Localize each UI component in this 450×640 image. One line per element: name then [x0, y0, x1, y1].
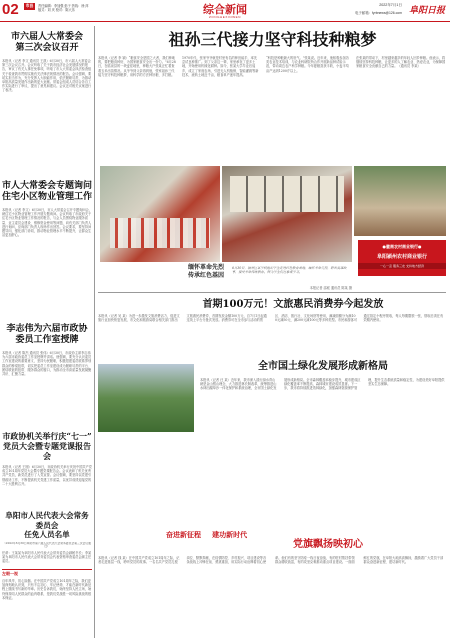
section-title: 综合新闻 — [203, 3, 247, 16]
feature-headline: 祖孙三代接力坚守科技种粮梦 — [168, 30, 377, 49]
photo-caption: 缅怀革命先烈 传承红色基因 — [187, 264, 224, 279]
left-column — [2, 26, 92, 638]
feature-body-1: 本报讯（记者 李 颖）“粮食安全是国之大者，我们种地的，要把粮食种好，为国家粮食安全出一份力。”6月28日，在临泉县的一块麦茬地里，种粮大户张某正忙着查看玉米出苗情况。从爷爷到父亲再到他，张家祖孙三代接力坚守科技种粮梦，用科学的方法种好粮、多打粮。 — [98, 56, 176, 77]
column-divider — [94, 26, 95, 638]
section-pinyin: ZONGHEXINWEN — [208, 15, 242, 19]
feature-photo-portrait — [354, 166, 446, 236]
greening-headline: 全市国土绿化发展形成新格局 — [258, 361, 388, 372]
photo-credit: 本报记者 邵庭 通讯员 陈某 摄 — [309, 286, 352, 290]
ad-bank-group: ●徽商农村商业银行● — [382, 244, 422, 249]
headline-npc-session: 市六届人大常委会 第三次会议召开 — [10, 32, 83, 53]
page-number: 02 — [2, 1, 19, 18]
body-party-meeting: 本报讯（记者 王刚）6月30日，市政协机关举行庆祝中国共产党成立101周年党员大会暨专题党课报告会。会议表彰了机关优秀共产党员，新党员进行了入党宣誓。会议强调，要坚持以党建引领政协工作，不断提高机关党建工作质量，以优异成绩迎接党的二十大胜利召开。 — [2, 465, 92, 486]
body-npc-session: 本报讯（记者 李文 通讯员 王凯）6月30日，市六届人大常委会第三次会议召开。会议听取了关于我市经济社会发展情况的报告，审议了有关人事任免事项，听取了市人大常委会执法检查组关于检查我市贯彻实施有关法律法规情况的报告。会议强调，要切实担当作为，充分发挥人大职能作用，依法履职尽责，为推动阜阳高质量发展作出新的更大贡献。常委会组成人员结合各自工作实际进行了审议，提出了意见和建议。会议还对相关议案进行了表决。 — [2, 59, 92, 93]
photo-description: 6月30日，颍州区某学校组织学生走进红色教育基地，缅怀革命先烈，聆听英雄故事，接受革命传统教育。图为学生们在参观学习。 — [232, 266, 347, 275]
body-property-inquiry: 本报讯（记者 李文）6月30日，市人大常委会召开专题询问会，就住宅小区物业管理工作开展专题询问。会议听取了市政府关于住宅小区物业管理工作情况的报告，与会人员围绕物业服务质量、业主委员会建设、维修资金使用等问题，向有关部门负责人进行询问，应询部门负责人现场作出回答。会议要求，要坚持问题导向，强化部门协同，推动物业管理水平不断提升，让群众生活更加舒心。 — [2, 208, 92, 238]
paper-logo: 阜阳日报 — [408, 6, 445, 16]
masthead — [0, 0, 450, 22]
page-badge: 市县 — [25, 4, 34, 8]
feature-body-4: 在张某的带动下，村里越来越多的年轻人回乡种粮。他表示，将继续坚持科技种粮，让更多的人了解农业、热爱农业，为保障国家粮食安全贡献自己的力量。（通讯员 李某） — [356, 56, 446, 69]
contact-email: 电子邮箱：fyrbnews@126.com — [355, 11, 402, 15]
body-cppcc-studio: 本报讯（记者 陈杰 通讯员 张伟）6月30日，市政协主席李志伟为六届市政协委员工作室授牌并讲话。他强调，要充分认识委员工作室建设的重要意义，坚持为民履职，积极搭建委员联系界别群众的桥梁纽带，切实把委员工作室建设成为履职尽责的平台、团结联谊的纽带、服务群众的窗口，为推动全市高质量发展凝聚共识、汇聚力量。 — [2, 351, 92, 377]
greening-body: 本报讯（记者 汪 某）近年来，我市深入践行绿水青山就是金山银山理念，大力推进林长制改革，统筹推进山水林田湖草沙一体化保护和系统治理，全市国土绿化发展形成新格局。全市森林覆盖率稳步提升，城市建成区绿化覆盖率不断提高，森林城市建设成效显著。下一步，我市将持续推进造林绿化，加强森林资源保护管理，提升生态系统质量和稳定性，为建设美好阜阳提供坚实生态保障。 — [200, 378, 445, 391]
headline-party-meeting: 市政协机关举行庆“七一” 党员大会暨专题党课报告会 — [2, 431, 92, 461]
feature-body-2: 1970年代，张家爷爷就是村里有名的种田能手，率先尝试良种推广。到了父亲这一辈，家里承包了更多土地，开始使用机械化耕种。如今，张某大学毕业后返乡，成立了家庭农场，引进无人机植保、智能灌溉等新技术，流转土地近千亩，粮食单产逐年提高。 — [182, 56, 259, 77]
ad-bank-name: 阜阳颍州农村商业银行 — [376, 254, 427, 260]
special-headline: 党旗飘扬映初心 — [293, 539, 363, 550]
headline-appointments: 阜阳市人民代表大会常务委员会 任免人员名单 — [5, 511, 89, 540]
headline-property-inquiry: 市人大常委会专题询问 住宅小区物业管理工作 — [2, 181, 93, 202]
photo-frames — [230, 176, 344, 212]
feature-photo-exhibit — [222, 166, 352, 262]
headline-cppcc-studio: 李志伟为六届市政协 委员工作室授牌 — [6, 324, 88, 345]
editors-line: 责任编辑：李加强 彭子 热线：徐 萍 版式：刘 庆 校对：陈大乐 — [38, 4, 89, 13]
special-body: 本报讯（记者 钱 某）在中国共产党成立101周年之际，记者走进基层一线，聆听党员的故事。一名名共产党员扎根岗位、默默奉献，在疫情防控、乡村振兴、项目建设等各条战线上冲锋在前、勇挑重担，用实际行动诠释着初心使命。他们有的坚守防疫一线日夜奋战，有的驻村帮扶带领群众增收致富，有的攻坚克难推动重点项目建设。一面面鲜红的党旗，在阜阳大地高高飘扬，激励着广大党员干部群众奋进新征程、建功新时代。 — [98, 556, 444, 565]
greening-photo — [98, 364, 194, 432]
special-banner — [166, 522, 286, 539]
consumer-headline: 首期100万元！文旅惠民消费券今起发放 — [202, 299, 384, 310]
photo-figures — [110, 218, 210, 248]
feature-body-3: “科技是种粮最大的底气。”张某说。近年来，他积极参加各类农业技术培训，与农业科研院所合作开展新品种试验示范，带动周边农户科学种粮。今年夏粮喜获丰收，小麦平均亩产达到1200斤以上。 — [266, 56, 349, 73]
ad-bank-slogan: 一心一意 服务三农 支持地方经济 — [358, 263, 446, 269]
appointments-subtitle: （2022年6月30日阜阳市第六届人民代表大会常务委员会第三次会议通过） — [3, 541, 91, 549]
divider-consumer — [98, 292, 446, 293]
banner-left: 奋进新征程 — [166, 530, 201, 539]
banner-right: 建功新时代 — [212, 530, 248, 539]
body-column: 百年风华，初心如磐。在中国共产党成立101周年之际，我们更加深刻地认识到，只有不忘初心、牢记使命，才能在新时代新征程上继续书写新的华章。历史告诉我们，始终坚持人民立场，始终保持同人民群众的血肉联系，是我们党战胜一切风险挑战的根本保证。 — [2, 578, 92, 600]
feature-photo-students — [100, 166, 220, 262]
issue-date: 2022年7月1日 — [379, 3, 402, 7]
consumer-body: 本报讯（记者 吴 某）为进一步激发文旅消费活力，促进文旅行业加快恢复发展，市文化和旅游局联合相关部门推出文旅惠民消费券，首期发放金额100万元，自7月1日起通过线上平台分批次发放。消费券可在全市参与活动的景区、酒店、旅行社、文化场馆等使用，满减面额分为满100元减50元、满200元减100元等多种类型。市民和游客可通过指定小程序领取，每人每期限领一张，领取后须在有效期内使用。 — [98, 314, 444, 323]
body-appointments: 任命：王某某为阜阳市人民代表大会常务委员会副秘书长；李某某为阜阳市人民代表大会常务委员会代表资格审查委员会副主任委员。 — [2, 550, 92, 564]
bank-ad — [358, 240, 446, 276]
column-title: 左眼一视 — [2, 569, 92, 577]
